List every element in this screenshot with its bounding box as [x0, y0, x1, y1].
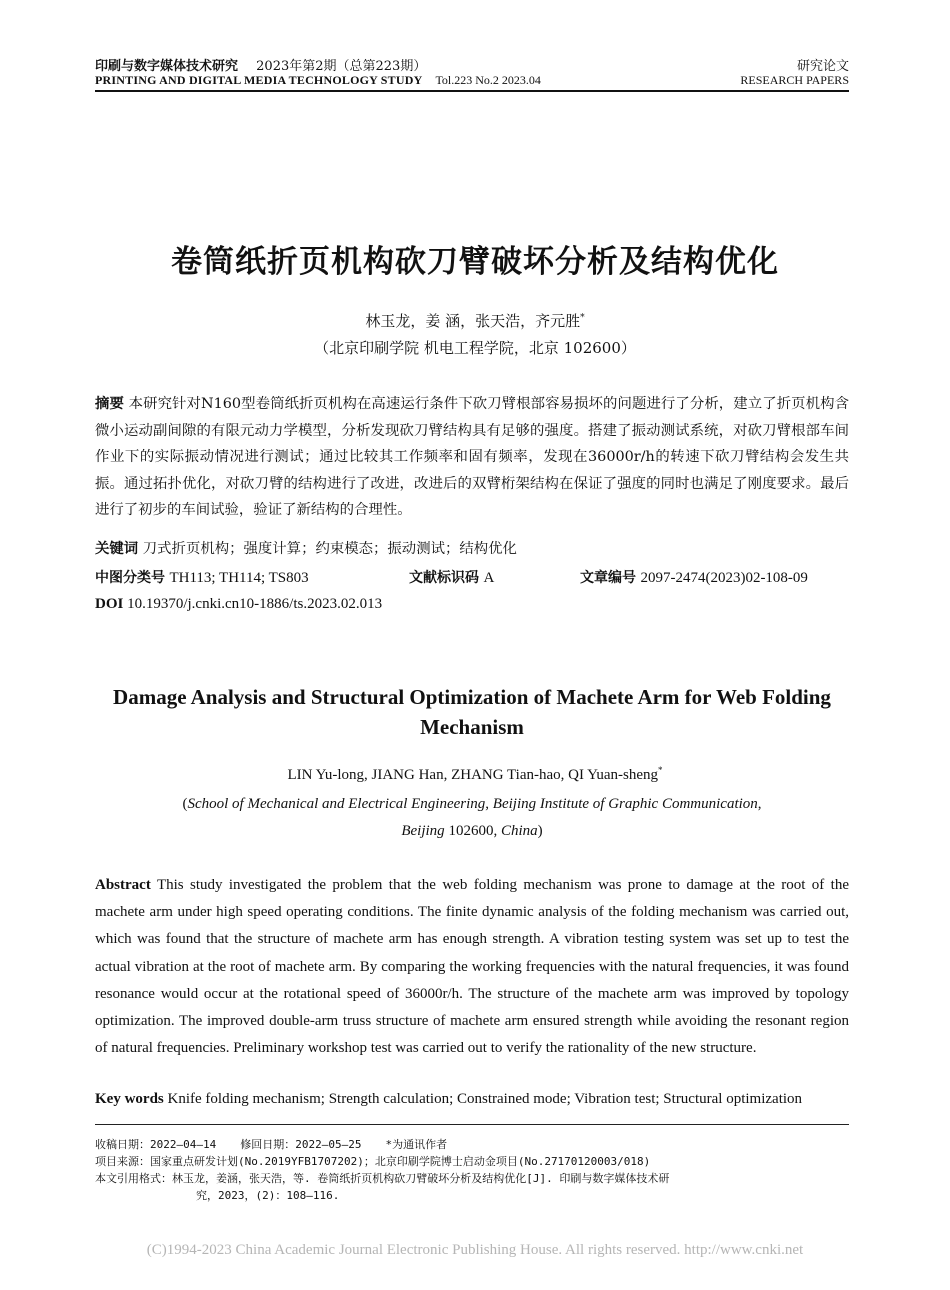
clc-code	[95, 567, 309, 587]
footnote-dates	[95, 1136, 855, 1152]
abstract-cn-label: 摘要	[95, 396, 124, 412]
issue-info-cn: 2023年第2期（总第223期）	[256, 59, 427, 74]
affil-comma: ,	[757, 796, 762, 812]
revised-date: 修回日期：2022—05—25	[240, 1138, 362, 1151]
authors-en	[0, 765, 950, 784]
corresponding-mark-en: *	[658, 765, 663, 775]
journal-header-en	[95, 73, 541, 88]
classification-row	[95, 567, 849, 587]
keywords-cn	[95, 537, 849, 558]
document-code-value: A	[483, 570, 495, 586]
abstract-cn	[95, 391, 849, 524]
footnote-citation-cont: 究，2023，(2)：108–116.	[196, 1189, 340, 1202]
affil-sep: ,	[485, 796, 493, 812]
affil-country: China	[500, 823, 538, 839]
doi-value[interactable]: 10.19370/j.cnki.cn10-1886/ts.2023.02.013	[127, 596, 383, 612]
authors-cn-names: 林玉龙，姜 涵，张天浩，齐元胜	[365, 312, 581, 330]
affil-close: )	[537, 823, 543, 839]
document-code	[409, 567, 494, 587]
corresponding-mark: *	[580, 313, 585, 323]
article-number	[580, 567, 808, 587]
doi-label: DOI	[95, 596, 124, 612]
clc-label: 中图分类号	[95, 570, 165, 586]
section-label-cn: 研究论文	[796, 59, 849, 74]
corresponding-note: *为通讯作者	[385, 1138, 448, 1151]
keywords-cn-label: 关键词	[95, 541, 139, 557]
authors-cn	[0, 310, 950, 331]
affil-institute: Beijing Institute of Graphic Communication	[492, 796, 758, 812]
abstract-cn-text: 本研究针对N160型卷筒纸折页机构在高速运行条件下砍刀臂根部容易损坏的问题进行了分析，建立了折页机构含微小运动副间隙的有限元动力学模型，分析发现砍刀臂结构具有足够的强度。搭建了振动测试系统，对砍刀臂根部车间作业下的实际振动情况进行测试；通过比较其工作频率和固有频率，发现在36000r/h的转速下砍刀臂结构会发生共振。通过拓扑优化，对砍刀臂的结构进行了改进，改进后的双臂桁架结构在保证了强度的同时也满足了刚度要求。最后进行了初步的车间试验，验证了新结构的合理性。	[95, 396, 849, 519]
affiliation-cn: （北京印刷学院 机电工程学院，北京 102600）	[314, 339, 636, 357]
affil-school: School of Mechanical and Electrical Engineering	[187, 796, 486, 812]
abstract-en-text: This study investigated the problem that the web folding mechanism was prone to damage at the root of the machete arm under high speed operating conditions. The finite dynamic analysis of the folding mechanism was carried out, which was found that the structure of machete arm has enough strength. A vibration testing system was set up to test the actual vibration at the root of machete arm. By comparing the working frequencies with the natural frequencies, it was found resonance would occur at the rotational speed of 36000r/h. The structure of the machete arm was improved by topology optimization. The improved double-arm truss structure of machete arm ensured strength while avoiding the resonant region of natural frequencies. Preliminary workshop test was carried out to verify the rationality of the new structure.	[95, 877, 849, 1057]
abstract-en-label: Abstract	[95, 877, 151, 893]
document-code-label: 文献标识码	[409, 570, 479, 586]
journal-name-cn: 印刷与数字媒体技术研究	[95, 59, 239, 74]
affil-zip: 102600,	[444, 823, 501, 839]
keywords-cn-text: 刀式折页机构；强度计算；约束模态；振动测试；结构优化	[142, 541, 517, 557]
abstract-en	[95, 872, 849, 1062]
paper-title-cn: 卷筒纸折页机构砍刀臂破坏分析及结构优化	[171, 244, 779, 280]
section-label-en: RESEARCH PAPERS	[740, 73, 849, 87]
received-date: 收稿日期：2022—04—14	[95, 1138, 217, 1151]
keywords-en-text: Knife folding mechanism; Strength calculation; Constrained mode; Vibration test; Structural optimization	[167, 1091, 803, 1107]
affiliation-en	[95, 791, 849, 845]
authors-en-names: LIN Yu-long, JIANG Han, ZHANG Tian-hao, QI Yuan-sheng	[287, 767, 658, 783]
issue-info-en: Tol.223 No.2 2023.04	[435, 73, 541, 87]
article-number-value: 2097-2474(2023)02-108-09	[640, 570, 808, 586]
header-rule	[95, 90, 849, 92]
footnote-citation: 本文引用格式：林玉龙，姜涵，张天浩，等. 卷筒纸折页机构砍刀臂破坏分析及结构优化[J]. 印刷与数字媒体技术研	[95, 1172, 670, 1185]
doi	[95, 596, 382, 613]
journal-header-cn	[95, 55, 426, 74]
keywords-en	[95, 1091, 849, 1108]
footnote-rule	[95, 1124, 849, 1125]
cnki-watermark: (C)1994-2023 China Academic Journal Electronic Publishing House. All rights reserved. http://www.cnki.net	[146, 1242, 804, 1258]
footnote-funding: 项目来源：国家重点研发计划(No.2019YFB1707202)；北京印刷学院博士启动金项目(No.27170120003/018)	[95, 1155, 651, 1168]
clc-value: TH113; TH114; TS803	[169, 570, 309, 586]
article-number-label: 文章编号	[580, 570, 636, 586]
affil-open: (	[182, 796, 188, 812]
paper-title-en: Damage Analysis and Structural Optimization of Machete Arm for Web Folding Mechanism	[113, 685, 831, 739]
journal-name-en: PRINTING AND DIGITAL MEDIA TECHNOLOGY STUDY	[95, 73, 423, 87]
keywords-en-label: Key words	[95, 1091, 164, 1107]
affil-city: Beijing	[401, 823, 445, 839]
